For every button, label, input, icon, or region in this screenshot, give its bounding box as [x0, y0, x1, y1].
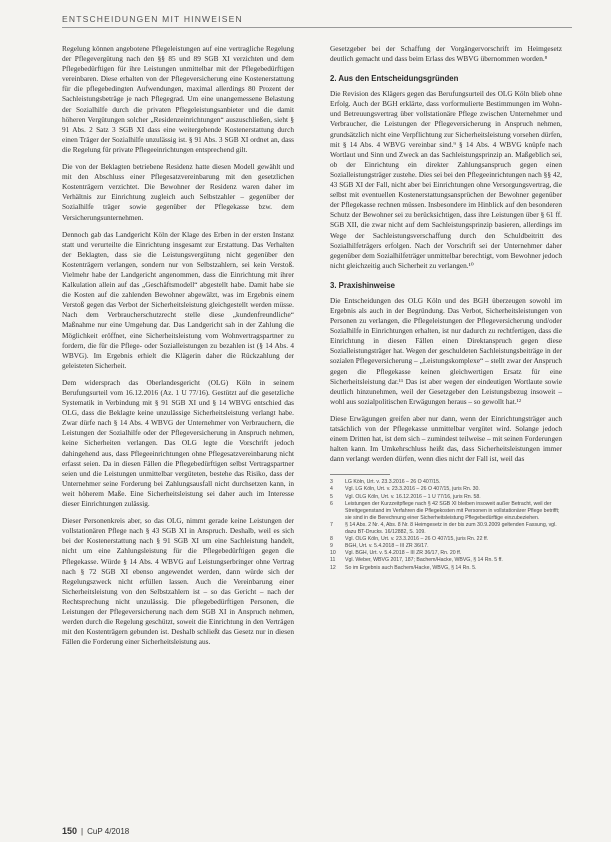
- page-number: 150: [62, 826, 78, 836]
- running-title: ENTSCHEIDUNGEN MIT HINWEISEN: [62, 14, 243, 24]
- footnote-number: 10: [330, 550, 336, 557]
- footnote: [330, 501, 562, 522]
- right-column: [330, 44, 562, 572]
- section-heading: 2. Aus den Entscheidungsgründen: [330, 74, 459, 84]
- footnote: [330, 543, 562, 550]
- body-paragraph: Gesetzgeber bei der Schaffung der Vorgängervorschrift im Heimgesetz deutlich gemacht und dass beim Erlass des WBVG übernommen worden.⁸: [330, 44, 562, 64]
- body-paragraph: Dem widersprach das Oberlandesgericht (OLG) Köln in seinem Berufungsurteil vom 16.12.2016 (Az. 1 U 77/16). Gestützt auf die gesetzliche Systematik in Verbindung mit § 91 SGB XI und § 14 WBVG entschied das OLG, dass die Beklagte keine unzulässige Sicherheitsleistung verlangt habe. Zwar dürfe nach § 14 Abs. 4 WBVG der Unternehmer von Verbrauchern, die Leistungen der Sozialhilfe oder der Pflegeversicherung in Anspruch nehmen, keine Sicherheiten verlangen. Das OLG legte die Vorschrift jedoch dahingehend aus, dass Pflegeeinrichtungen ohne Pflegesatzvereinbarung nicht erfasst seien. Da in diesen Fällen die Pflegebedürftigen selbst Vertragspartner seien und die Leistungen unmittelbar vergüteten, bestehe das Risiko, dass der Unternehmer seine Forderung bei Zahlungsausfall nicht durchsetzen kann, in weit höherem Maße. Eine Sicherheitsleistung sei daher auch im Interesse dieser Einrichtungen zulässig.: [62, 377, 294, 509]
- footnote-text: LG Köln, Urt. v. 23.3.2016 – 26 O 407/15.: [345, 479, 441, 486]
- footnote-divider: [330, 474, 390, 475]
- body-paragraph: Diese Erwägungen greifen aber nur dann, wenn der Einrichtungsträger auch tatsächlich von der Pflegekasse unmittelbar vergütet wird. Solange jedoch einem Dritten hat, ist dem sich – zumindest teilweise – mit seinen Forderungen halten kann. Im Umkehrschluss heißt das, dass Sicherheitsleistungen immer dann verlangt werden dürfen, wenn dies nicht der Fall ist, weil das: [330, 413, 562, 464]
- footnote: [330, 536, 562, 543]
- footnote-number: 5: [330, 493, 333, 500]
- footnote-number: 4: [330, 486, 333, 493]
- footnote-number: 11: [330, 557, 336, 564]
- footer-separator: |: [81, 827, 84, 836]
- body-paragraph: Regelung können angebotene Pflegeleistungen auf eine vertragliche Regelung der Pflegevergütung nach den §§ 85 und 89 SGB XI verzichten und dem Pflegebedürftigen für ihre Leistungen unmittelbar mit der Pflegebedürftigen vereinbaren. Diese erhalten von der Pflegeversicherung eine Kostenerstattung für die pflegebedingten Aufwendungen, maximal allerdings 80 Prozent der Sachleistungsbeträge je nach Pflegegrad. Um eine unangemessene Belastung der Sozialhilfe durch die privaten Pflegeleistungsanbieter und die damit höheren Vergütungen solcher „Residenzeinrichtungen“ auszuschließen, sieht § 91 Abs. 2 Satz 3 SGB XI dass eine weitergehende Kostenerstattung durch einen Träger der Sozialhilfe unzulässig ist. § 91 Abs. 3 SGB XI ordnet an, dass die Regelung für private Pflegeeinrichtungen entsprechend gilt.: [62, 44, 294, 154]
- footnote-text: BGH, Urt. v. 5.4.2018 – III ZR 36/17.: [345, 543, 429, 550]
- footnote-text: Vgl. LG Köln, Urt. v. 23.3.2016 – 26 O 407/15, juris Rn. 30.: [345, 486, 480, 493]
- footnote: [330, 557, 562, 564]
- footnote-number: 12: [330, 564, 336, 571]
- footnote: [330, 565, 562, 572]
- footnote-text: Vgl. OLG Köln, Urt. v. 16.12.2016 – 1 U 77/16, juris Rn. 58.: [345, 493, 481, 500]
- footnote: [330, 522, 562, 536]
- footnote: [330, 550, 562, 557]
- body-paragraph: Die Revision des Klägers gegen das Berufungsurteil des OLG Köln blieb ohne Erfolg. Auch der BGH erklärte, dass vorformulierte Bestimmungen im Wohn- und Betreuungsvertrag über vollstationäre Pflege zwischen Unternehmer und Verbraucher, die Leistungen der Pflegeversicherung in Anspruch nehmen, grundsätzlich nicht eine Verpflichtung zur Sicherheitsleistung vorsehen dürfen, mit § 14 Abs. 4 WBVG vereinbar sind.⁹ § 14 Abs. 4 WBVG knüpfe nach Wortlaut und Sinn und Zweck an das Sachleistungsprinzip an. Maßgeblich sei, ob der Einrichtung ein direkter Zahlungsanspruch gegen einen Sozialleistungsträger zustehe. Dies sei bei den Pflegeeinrichtungen nach §§ 42, 43 SGB XI der Fall, nicht aber bei Einrichtungen ohne Versorgungsvertrag, die selbst mit eventuellen Kostenerstattungsansprüchen der Bewohner gegenüber der Pflegekasse rechnen müssen. Insbesondere im Hinblick auf den besonderen Schutz der Bewohner sei zu berücksichtigen, dass ihre Leistungen über § 61 ff. SGB XII, die zwar nicht auf dem Sachleistungsprinzip basieren, allerdings im Wege der Sachleistungsverschaffung durch den Schuldbeitritt des Sozialhilfeträgers erfolgen. Nach der Vorschrift sei der Unternehmer daher gegenüber dem Sozialhilfeträger unmittelbar berechtigt, vom Bewohner jedoch nicht gleichzeitig auch Sicherheit zu verlangen.¹⁰: [330, 89, 562, 270]
- body-paragraph: Die von der Beklagten betriebene Residenz hatte diesen Modell gewählt und mit den Abschluss einer Pflegesatzvereinbarung mit den gesetzlichen Kostenträgern verzichtet. Die Bewohner der Residenz waren daher im Verhältnis zur Einrichtung zugleich auch Selbstzahler – gegenüber der Sozialhilfe träger sowie gegenüber der Pflegekasse bzw. dem Versicherungsunternehmen.: [62, 162, 294, 222]
- footnote: [330, 479, 562, 486]
- running-head: [62, 14, 572, 28]
- footnote-text: So im Ergebnis auch Bachem/Hacke, WBVG, § 14 Rn. 5.: [345, 564, 477, 571]
- section-heading: 3. Praxishinweise: [330, 280, 396, 290]
- footnote: [330, 494, 562, 501]
- footnote-number: 6: [330, 500, 333, 507]
- body-paragraph: Dennoch gab das Landgericht Köln der Klage des Erben in der ersten Instanz statt und verurteilte die Einrichtung insgesamt zur Erstattung. Das Verhalten der Beklagten, dass sie die Leistungsvergütung nicht gegenüber den Kostenträgern verlangen, sondern nur von Selbstzahlern, sei kein Verstoß. Vielmehr habe der Landgericht angenommen, dass die Einrichtung mit ihrer Kalkulation allein auf das „Geschäftsmodell“ abgestellt habe. Damit habe sie die Kosten auf die zahlenden Bewohner abgewälzt, was im Ergebnis einem Verstoß gegen das Verbot der Sicherheitsleistung gleichgestellt werden müsse. Nach dem Verbraucherschutzrecht stelle diese „kundenfreundliche“ Maßnahme nur eine Umgehung dar. Das Landgericht sah in der Zahlung die Möglichkeit eröffnet, eine Sicherheitsleistung vom Wohnvertragspartner zu fordern, die für die Pflege- oder Sozialleistungen zu bezahlen ist (§ 14 Abs. 4 WBVG). Im Ergebnis erhielt die Klägerin daher die Rückzahlung der geleisteten Sicherheit.: [62, 229, 294, 370]
- footnote-number: 3: [330, 479, 333, 486]
- footnote-text: § 14 Abs. 2 Nr. 4, Abs. 8 Nr. 8 Heimgesetz in der bis zum 30.9.2009 geltenden Fassung, vgl. dazu BT-Drucks. 16/12882, S. 109.: [345, 521, 557, 536]
- journal-issue: CuP 4/2018: [87, 827, 130, 836]
- page-footer: [62, 826, 129, 836]
- footnote-text: Vgl. BGH, Urt. v. 5.4.2018 – III ZR 36/17, Rn. 20 ff.: [345, 550, 462, 557]
- footnote-number: 8: [330, 536, 333, 543]
- body-paragraph: Dieser Personenkreis aber, so das OLG, nimmt gerade keine Leistungen der vollstationären Pflege nach § 43 SGB XI in Anspruch. Deshalb, weil es sich bei der Kostenerstattung nach § 91 SGB XI um eine Sachleistung handelt, nicht um eine Zahlungsleistung für die Pflegebedürftigen gegen die Pflegekasse. Würde § 14 Abs. 4 WBVG auf Leistungserbringer ohne Vertrag nach § 72 SGB XI ebenso angewendet werden, dann würde sich der Regelungszweck nicht erfüllen lassen. Auch die Vereinbarung einer Sicherheitsleistung von den Selbstzahlern ist – so das Gericht – nach der Rechtsprechung nicht unzulässig. Die pflegebedürftigen Personen, die Leistungen der Pflegeversicherung nach dem SGB XI in Anspruch nehmen, werden durch die Regelung geschützt, soweit die Einrichtung in den Verträgen mit den Kostenträgern gebunden ist. Deshalb schließt das Gesetz nur in diesen Fällen die Forderung einer Sicherheitsleistung aus.: [62, 516, 294, 647]
- body-paragraph: Die Entscheidungen des OLG Köln und des BGH überzeugen sowohl im Ergebnis als auch in der Begründung. Das Verbot, Sicherheitsleistungen von Personen zu verlangen, die Pflegeleistungen der Pflegeversicherung und/oder Sozialhilfe in Einrichtungen erhalten, ist nur dadurch zu rechtfertigen, dass die Einrichtung in diesen Fällen einen Direktanspruch gegen diese Sozialleistungsträger hat. Wegen der geschuldeten Sachleistungsbeiträge in der sozialen Pflegeversicherung – „Leistungskomplexe“ – stellt zwar der Anspruch gegen die Pflegekasse keinen gleichwertigen Ersatz für eine Sicherheitsleistung dar.¹¹ Das ist aber wegen der eindeutigen Wortlaute sowie deutlich hinzunehmen, weil der Gesetzgeber den Leistungsbezug insoweit – wohl aus sozialpolitischen Erwägungen heraus – so gewollt hat.¹²: [330, 295, 562, 406]
- footnote: [330, 486, 562, 493]
- left-column: [62, 44, 294, 654]
- footnotes: [330, 479, 562, 571]
- footnote-text: Vgl. Weber, WBVG 2017, 187; Bachem/Hacke, WBVG, § 14 Rn. 5 ff.: [345, 557, 503, 564]
- footnote-number: 7: [330, 521, 333, 528]
- footnote-text: Vgl. OLG Köln, Urt. v. 23.3.2016 – 26 O 407/15, juris Rn. 22 ff.: [345, 536, 489, 543]
- footnote-text: Leistungen der Kurzzeitpflege nach § 42 SGB XI bleiben insoweit außer Betracht, weil der Streitgegenstand im Verfahren die Pflegekosten mit Personen in vollstationärer Pflege betrifft; sie sind in die Berechnung einer Sicherheitsleistung Pflegebedürftige einzubeziehen.: [345, 500, 560, 521]
- footnote-number: 9: [330, 543, 333, 550]
